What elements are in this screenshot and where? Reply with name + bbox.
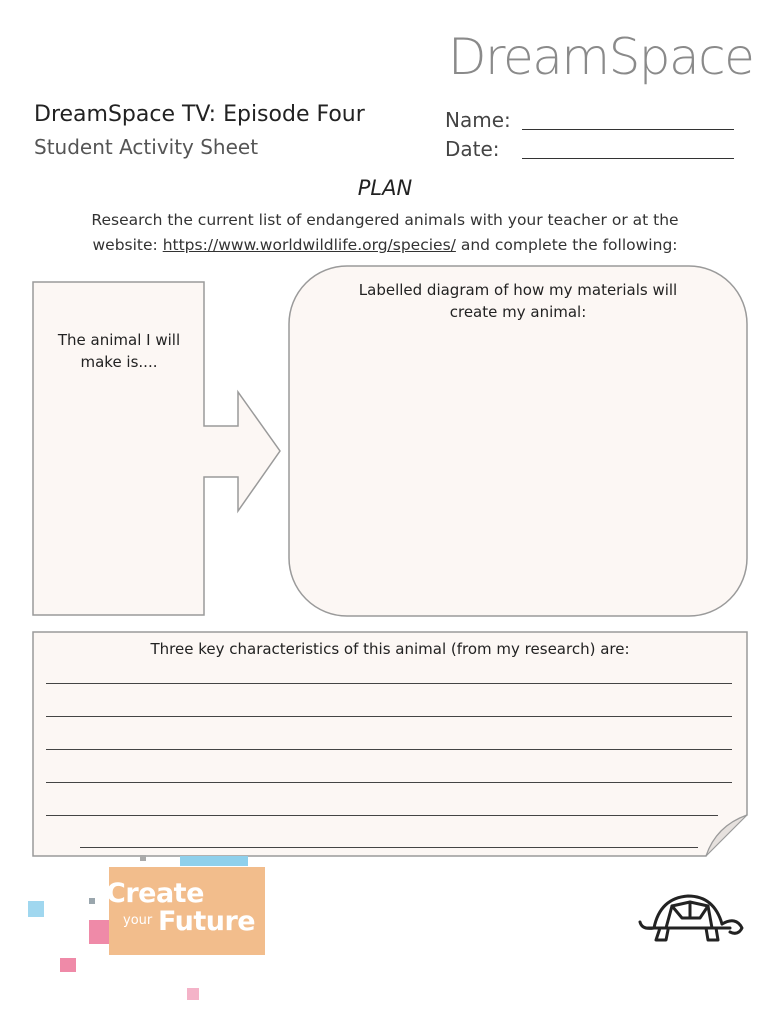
- decor-square: [180, 856, 248, 866]
- instructions-prefix: website:: [92, 236, 163, 254]
- instructions-suffix: and complete the following:: [455, 236, 678, 254]
- diagram-box-label-line-1: Labelled diagram of how my materials will: [358, 281, 678, 299]
- decor-square: [60, 958, 76, 972]
- date-label: Date:: [445, 137, 500, 161]
- answer-line[interactable]: [46, 683, 732, 684]
- answer-line[interactable]: [46, 815, 718, 816]
- plan-heading: PLAN: [357, 176, 413, 200]
- logo-your-text: your: [123, 913, 153, 928]
- name-label: Name:: [445, 108, 511, 132]
- brand-logo-text: DreamSpace: [448, 28, 754, 86]
- logo-create-text: Create: [106, 878, 204, 909]
- decor-square: [140, 855, 146, 861]
- answer-line[interactable]: [46, 749, 732, 750]
- characteristics-box: [33, 632, 747, 856]
- diagram-box-label: [300, 279, 736, 323]
- animal-box-label-line-1: The animal I will: [57, 331, 181, 349]
- turtle-icon: [640, 896, 742, 940]
- species-link[interactable]: https://www.worldwildlife.org/species/: [162, 236, 456, 254]
- answer-line[interactable]: [80, 847, 698, 848]
- page-subtitle: Student Activity Sheet: [34, 135, 259, 159]
- diagram-box-label-line-2: create my animal:: [449, 303, 587, 321]
- decor-square: [187, 988, 199, 1000]
- instructions-line-1: Research the current list of endangered animals with your teacher or at the: [91, 211, 679, 229]
- page-title: DreamSpace TV: Episode Four: [34, 102, 365, 127]
- answer-line[interactable]: [46, 782, 732, 783]
- decor-square: [28, 901, 44, 917]
- animal-box-label-line-2: make is....: [80, 353, 158, 371]
- decor-square: [89, 898, 95, 904]
- answer-line[interactable]: [46, 716, 732, 717]
- animal-box-label: [36, 329, 202, 373]
- logo-future-text: Future: [158, 906, 256, 937]
- characteristics-box-label: Three key characteristics of this animal (from my research) are:: [150, 640, 630, 658]
